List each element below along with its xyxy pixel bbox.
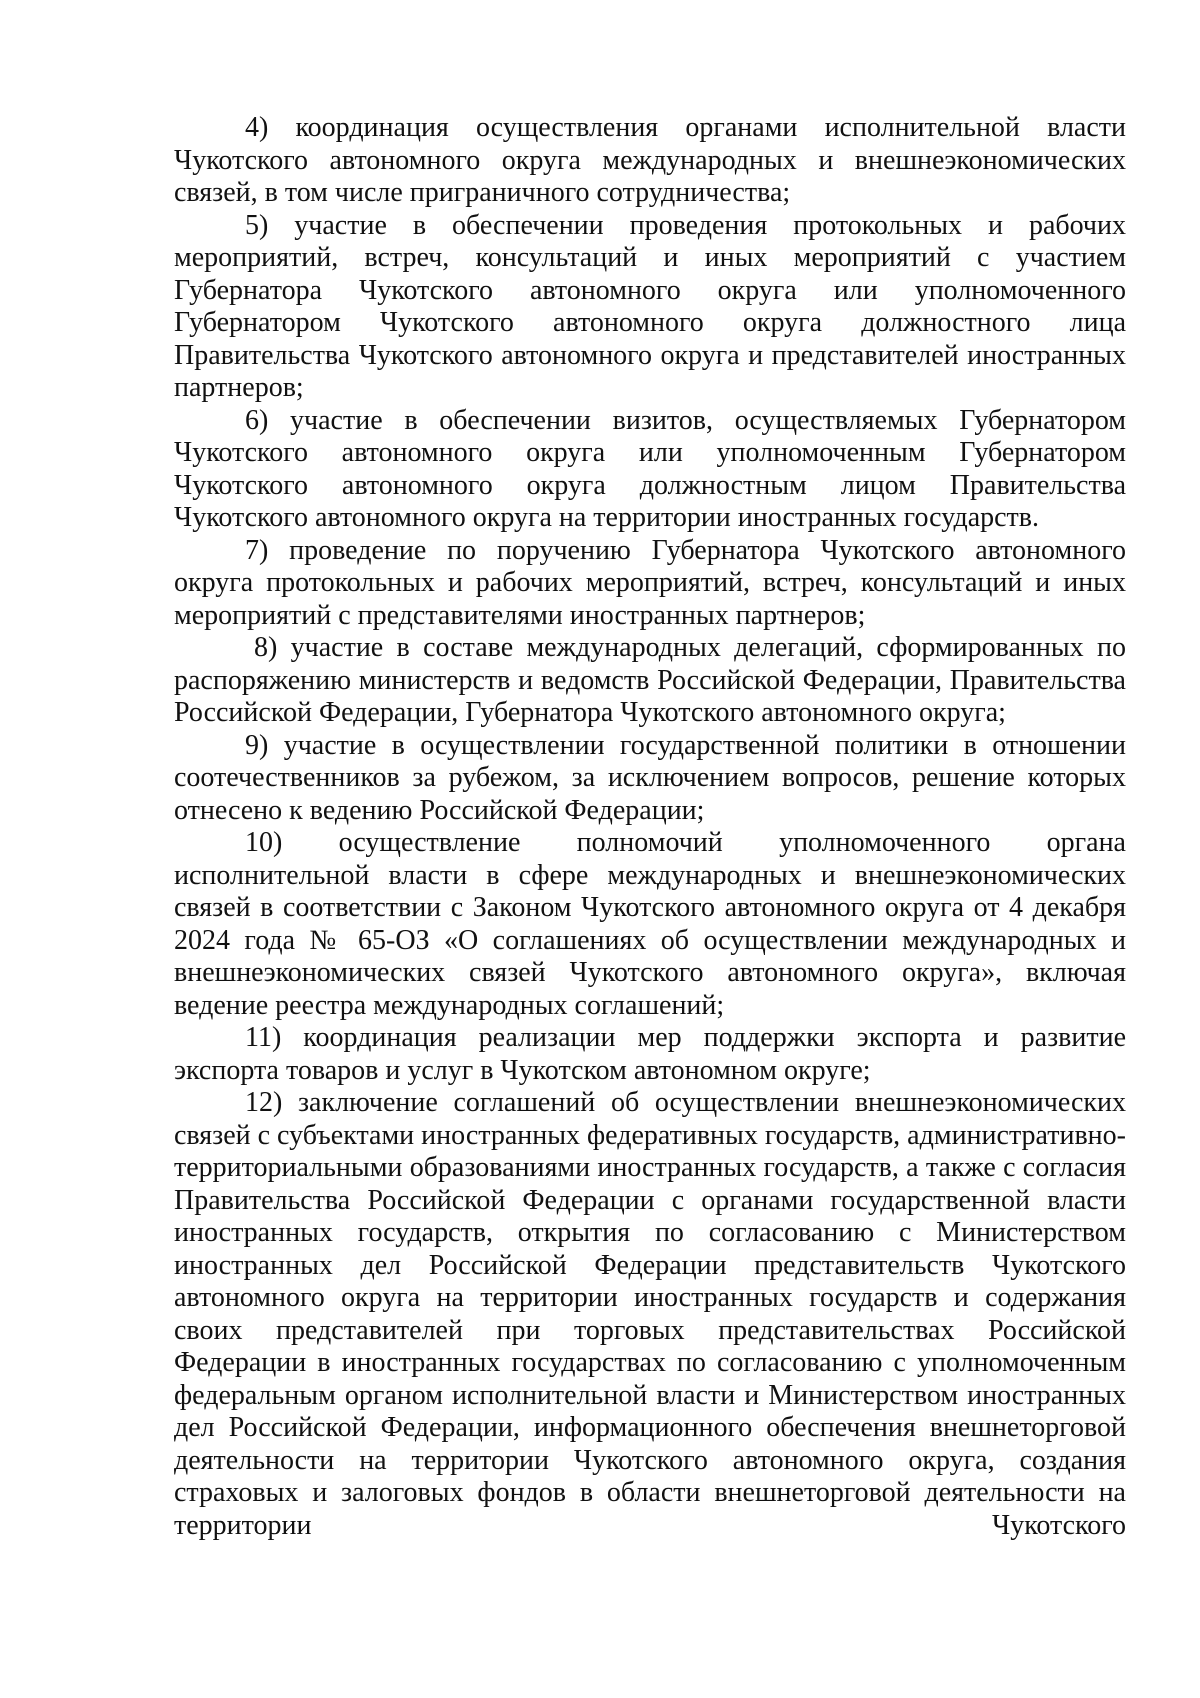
paragraph-item-7: 7) проведение по поручению Губернатора Чукотского автономного округа протокольных и рабочих мероприятий, встреч, консультаций и иных мероприятий с представителями иностранных партнеров; xyxy=(174,534,1126,631)
paragraph-item-6: 6) участие в обеспечении визитов, осуществляемых Губернатором Чукотского автономного округа или уполномоченным Губернатором Чукотского автономного округа должностным лицом Правительства Чукотского автономного округа на территории иностранных государств. xyxy=(174,404,1126,533)
document-page xyxy=(174,112,1126,1542)
paragraph-item-10: 10) осуществление полномочий уполномоченного органа исполнительной власти в сфере международных и внешнеэкономических связей в соответствии с Законом Чукотского автономного округа от 4 декабря 2024 года № 65-ОЗ «О соглашениях об осуществлении международных и внешнеэкономических связей Чукотского автономного округа», включая ведение реестра международных соглашений; xyxy=(174,827,1126,1021)
paragraph-item-11: 11) координация реализации мер поддержки экспорта и развитие экспорта товаров и услуг в Чукотском автономном округе; xyxy=(174,1022,1126,1086)
paragraph-item-5: 5) участие в обеспечении проведения протокольных и рабочих мероприятий, встреч, консультаций и иных мероприятий с участием Губернатора Чукотского автономного округа или уполномоченного Губернатором Чукотского автономного округа должностного лица Правительства Чукотского автономного округа и представителей иностранных партнеров; xyxy=(174,209,1126,403)
paragraph-item-8: 8) участие в составе международных делегаций, сформированных по распоряжению министерств и ведомств Российской Федерации, Правительства Российской Федерации, Губернатора Чукотского автономного округа; xyxy=(174,632,1126,728)
paragraph-item-4: 4) координация осуществления органами исполнительной власти Чукотского автономного округа международных и внешнеэкономических связей, в том числе приграничного сотрудничества; xyxy=(174,112,1126,208)
paragraph-item-9: 9) участие в осуществлении государственной политики в отношении соотечественников за рубежом, за исключением вопросов, решение которых отнесено к ведению Российской Федерации; xyxy=(174,729,1126,826)
paragraph-item-12: 12) заключение соглашений об осуществлении внешнеэкономических связей с субъектами иностранных федеративных государств, административно-территориальными образованиями иностранных государств, а также с согласия Правительства Российской Федерации с органами государственной власти иностранных государств, открытия по согласованию с Министерством иностранных дел Российской Федерации представительств Чукотского автономного округа на территории иностранных государств и содержания своих представителей при торговых представительствах Российской Федерации в иностранных государствах по согласованию с уполномоченным федеральным органом исполнительной власти и Министерством иностранных дел Российской Федерации, информационного обеспечения внешнеторговой деятельности на территории Чукотского автономного округа, создания страховых и залоговых фондов в области внешнеторговой деятельности на территории Чукотского xyxy=(174,1087,1126,1541)
